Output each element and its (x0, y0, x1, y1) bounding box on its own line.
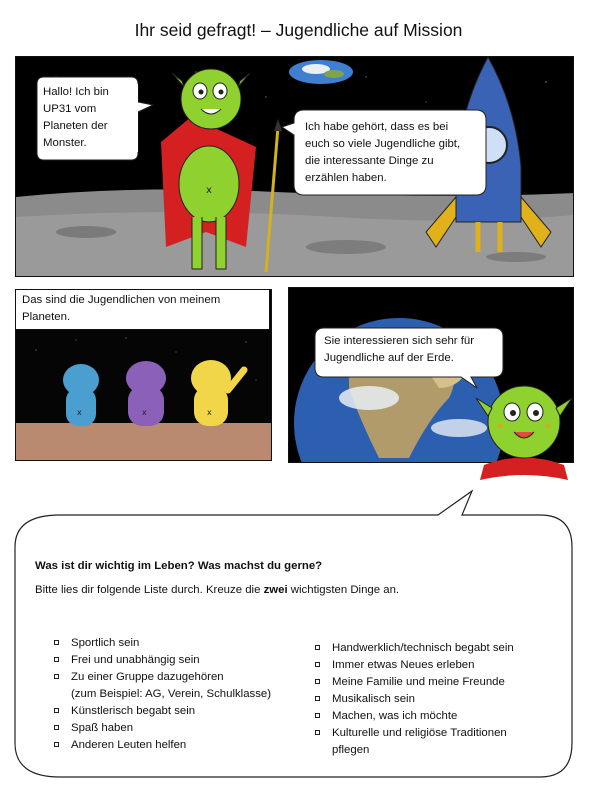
checkbox[interactable] (315, 713, 320, 718)
option-label: Anderen Leuten helfen (71, 739, 187, 751)
svg-text:x: x (206, 185, 212, 196)
speech-bubble-greeting (43, 84, 138, 152)
speech-line: UP31 vom (43, 103, 97, 115)
svg-text:x: x (142, 408, 147, 417)
checkbox[interactable] (315, 696, 320, 701)
options-list-right (315, 640, 555, 759)
options-list-left (54, 635, 314, 754)
option-item (54, 652, 314, 669)
blue-creature-illustration (63, 364, 99, 426)
option-item (315, 725, 555, 759)
speech-line: Monster. (43, 137, 87, 149)
checkbox[interactable] (54, 708, 59, 713)
purple-creature-illustration (126, 361, 166, 426)
speech-line: Sie interessieren sich sehr für (324, 335, 475, 347)
option-item (54, 737, 314, 754)
instruction-end: wichtigsten Dinge an. (287, 584, 400, 596)
option-item (315, 708, 555, 725)
speech-line: Jugendliche auf der Erde. (324, 352, 454, 364)
svg-text:x: x (207, 408, 212, 417)
option-label: Handwerklich/technisch begabt sein (332, 642, 514, 654)
option-label: Musikalisch sein (332, 693, 415, 705)
option-label: Machen, was ich möchte (332, 710, 458, 722)
speech-line: Planeten der (43, 120, 108, 132)
checkbox[interactable] (54, 725, 59, 730)
option-label: Spaß haben (71, 722, 134, 734)
speech-line: Ich habe gehört, dass es bei (305, 121, 449, 133)
option-label: Meine Familie und meine Freunde (332, 676, 505, 688)
checkbox[interactable] (54, 640, 59, 645)
page-title: Ihr seid gefragt! – Jugendliche auf Mission (134, 20, 463, 40)
option-label: Kulturelle und religiöse Traditionen (332, 727, 507, 739)
option-label: Immer etwas Neues erleben (332, 659, 475, 671)
checkbox[interactable] (315, 662, 320, 667)
comic-panel-planet-youth (15, 289, 272, 461)
caption-line: Das sind die Jugendlichen von meinem (22, 294, 221, 306)
checkbox[interactable] (315, 730, 320, 735)
option-item (315, 691, 555, 708)
alien-head-illustration (472, 370, 577, 485)
option-label: Sportlich sein (71, 637, 140, 649)
option-label: Künstlerisch begabt sein (71, 705, 196, 717)
earth-icon (289, 60, 353, 84)
speech-line: erzählen haben. (305, 172, 387, 184)
option-item (315, 657, 555, 674)
speech-line: euch so viele Jugendliche gibt, (305, 138, 461, 150)
option-item (54, 720, 314, 737)
option-item (315, 674, 555, 691)
speech-line: Hallo! Ich bin (43, 86, 109, 98)
option-item (54, 669, 314, 703)
question-heading: Was ist dir wichtig im Leben? Was machst du gerne? (35, 560, 323, 572)
option-label: Zu einer Gruppe dazugehören (71, 671, 224, 683)
checkbox[interactable] (315, 679, 320, 684)
speech-line: die interessante Dinge zu (305, 155, 434, 167)
panel-caption (16, 290, 270, 330)
option-item (54, 703, 314, 720)
speech-bubble-youth (305, 119, 485, 187)
option-item (315, 640, 555, 657)
checkbox[interactable] (54, 742, 59, 747)
comic-panel-moon (15, 56, 574, 277)
instruction-text (35, 584, 399, 596)
option-note: (zum Beispiel: AG, Verein, Schulklasse) (71, 688, 272, 700)
option-label: Frei und unabhängig sein (71, 654, 200, 666)
checkbox[interactable] (54, 657, 59, 662)
option-item (54, 635, 314, 652)
instruction-emphasis: zwei (263, 584, 288, 596)
checkbox[interactable] (54, 674, 59, 679)
svg-text:x: x (77, 408, 82, 417)
checkbox[interactable] (315, 645, 320, 650)
option-note: pflegen (332, 744, 370, 756)
speech-bubble-earth (324, 333, 502, 367)
caption-line: Planeten. (22, 311, 71, 323)
instruction-start: Bitte lies dir folgende Liste durch. Kreuze die (35, 584, 264, 596)
